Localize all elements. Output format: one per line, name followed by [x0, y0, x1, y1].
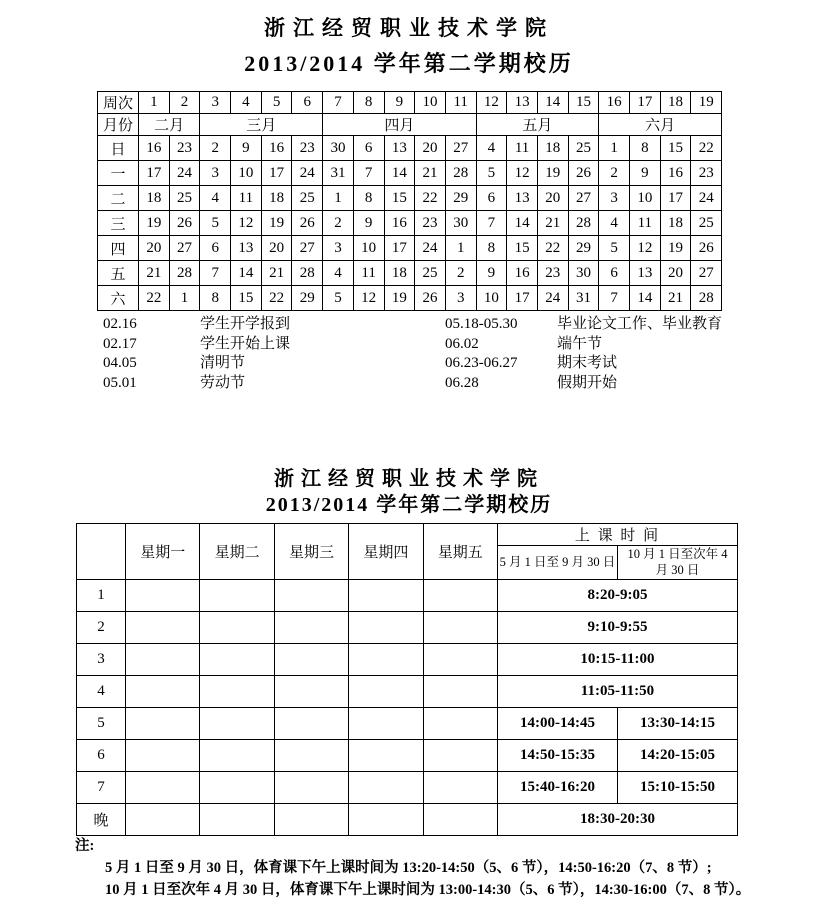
school-name-title-2: 浙江经贸职业技术学院: [274, 468, 544, 490]
calendar-day-row: [98, 136, 722, 161]
period-label: 6: [77, 740, 126, 772]
calendar-day-row: [98, 236, 722, 261]
date-cell: 5: [476, 161, 507, 186]
month-cell: 四月: [323, 114, 476, 136]
day-of-week-label: 五: [98, 261, 139, 286]
date-cell: 6: [200, 236, 231, 261]
schedule-table: [76, 523, 738, 836]
notes-label: 注:: [75, 838, 95, 854]
date-cell: 24: [537, 286, 568, 311]
event-row: [103, 374, 722, 394]
date-cell: 26: [169, 211, 200, 236]
date-cell: 15: [231, 286, 262, 311]
period-label: 7: [77, 772, 126, 804]
date-cell: 17: [507, 286, 538, 311]
date-cell: 25: [292, 186, 323, 211]
period-label: 晚: [77, 804, 126, 836]
schedule-body: [77, 580, 738, 836]
event-description: 清明节: [200, 355, 246, 371]
date-cell: 21: [415, 161, 446, 186]
schedule-cell-empty: [274, 612, 348, 644]
date-cell: 27: [445, 136, 476, 161]
event-description: 端午节: [557, 335, 603, 352]
calendar-day-row: [98, 261, 722, 286]
day-of-week-label: 三: [98, 211, 139, 236]
date-cell: 19: [384, 286, 415, 311]
schedule-cell-empty: [423, 580, 497, 612]
schedule-cell-empty: [349, 676, 423, 708]
date-cell: 9: [353, 211, 384, 236]
schedule-row: [77, 676, 738, 708]
date-cell: 19: [139, 211, 170, 236]
calendar-events: [103, 315, 722, 393]
week-number-cell: 4: [231, 92, 262, 114]
period-label: 3: [77, 644, 126, 676]
schedule-header-row: [77, 524, 738, 546]
date-cell: 28: [568, 211, 599, 236]
schedule-cell-empty: [126, 612, 200, 644]
date-cell: 2: [200, 136, 231, 161]
day-of-week-label: 六: [98, 286, 139, 311]
date-cell: 1: [445, 236, 476, 261]
date-cell: 29: [445, 186, 476, 211]
week-number-cell: 5: [261, 92, 292, 114]
date-cell: 2: [445, 261, 476, 286]
date-cell: 1: [323, 186, 354, 211]
date-cell: 23: [537, 261, 568, 286]
event-date: 04.05: [103, 355, 137, 371]
schedule-row: [77, 804, 738, 836]
date-cell: 7: [200, 261, 231, 286]
date-cell: 21: [139, 261, 170, 286]
schedule-notes: [75, 857, 750, 901]
date-cell: 10: [476, 286, 507, 311]
date-cell: 29: [568, 236, 599, 261]
date-cell: 24: [169, 161, 200, 186]
class-time-header: 上 课 时 间: [497, 524, 737, 546]
period-label: 2: [77, 612, 126, 644]
date-cell: 27: [292, 236, 323, 261]
date-cell: 20: [139, 236, 170, 261]
calendar-week-row: [98, 92, 722, 114]
date-cell: 2: [599, 161, 630, 186]
date-cell: 15: [660, 136, 691, 161]
date-cell: 25: [568, 136, 599, 161]
day-of-week-label: 二: [98, 186, 139, 211]
date-cell: 11: [507, 136, 538, 161]
date-cell: 28: [691, 286, 722, 311]
date-cell: 27: [568, 186, 599, 211]
week-number-cell: 12: [476, 92, 507, 114]
date-cell: 28: [445, 161, 476, 186]
date-cell: 8: [200, 286, 231, 311]
date-cell: 23: [415, 211, 446, 236]
date-cell: 21: [660, 286, 691, 311]
schedule-row: [77, 772, 738, 804]
class-time: 15:40-16:20: [497, 772, 617, 804]
weekday-header-5: 星期五: [423, 524, 497, 580]
date-cell: 18: [261, 186, 292, 211]
date-cell: 17: [139, 161, 170, 186]
event-date: 06.02: [445, 335, 479, 352]
class-time: 11:05-11:50: [497, 676, 737, 708]
week-number-cell: 6: [292, 92, 323, 114]
date-cell: 30: [445, 211, 476, 236]
weekday-header-1: 星期一: [126, 524, 200, 580]
date-cell: 22: [691, 136, 722, 161]
schedule-cell-empty: [349, 804, 423, 836]
schedule-cell-empty: [126, 580, 200, 612]
week-row-label: 周次: [98, 92, 139, 114]
schedule-row: [77, 740, 738, 772]
date-cell: 3: [200, 161, 231, 186]
date-cell: 8: [630, 136, 661, 161]
date-cell: 24: [292, 161, 323, 186]
class-time: 14:00-14:45: [497, 708, 617, 740]
event-description: 劳动节: [200, 374, 246, 391]
schedule-cell-empty: [200, 676, 274, 708]
date-cell: 13: [507, 186, 538, 211]
date-cell: 23: [169, 136, 200, 161]
semester-calendar-title: 2013/2014 学年第二学期校历: [244, 51, 574, 76]
week-number-cell: 19: [691, 92, 722, 114]
calendar-day-row: [98, 286, 722, 311]
week-number-cell: 17: [630, 92, 661, 114]
date-cell: 13: [630, 261, 661, 286]
date-cell: 7: [599, 286, 630, 311]
week-number-cell: 1: [139, 92, 170, 114]
schedule-notes-block: [75, 835, 750, 901]
class-time: 8:20-9:05: [497, 580, 737, 612]
date-cell: 26: [292, 211, 323, 236]
date-cell: 10: [353, 236, 384, 261]
schedule-cell-empty: [423, 676, 497, 708]
semester-calendar-title-2: 2013/2014 学年第二学期校历: [265, 494, 553, 516]
period-label: 5: [77, 708, 126, 740]
date-cell: 31: [323, 161, 354, 186]
week-number-cell: 8: [353, 92, 384, 114]
date-cell: 9: [476, 261, 507, 286]
date-cell: 16: [384, 211, 415, 236]
date-cell: 12: [507, 161, 538, 186]
date-cell: 20: [537, 186, 568, 211]
date-cell: 27: [169, 236, 200, 261]
date-cell: 5: [599, 236, 630, 261]
week-number-cell: 18: [660, 92, 691, 114]
date-cell: 26: [415, 286, 446, 311]
date-cell: 30: [323, 136, 354, 161]
date-cell: 17: [660, 186, 691, 211]
event-row: [103, 354, 722, 374]
schedule-row: [77, 708, 738, 740]
date-cell: 18: [384, 261, 415, 286]
date-cell: 9: [630, 161, 661, 186]
date-cell: 4: [323, 261, 354, 286]
date-cell: 3: [445, 286, 476, 311]
schedule-cell-empty: [200, 804, 274, 836]
schedule-cell-empty: [274, 644, 348, 676]
date-cell: 10: [231, 161, 262, 186]
day-of-week-label: 日: [98, 136, 139, 161]
week-number-cell: 14: [537, 92, 568, 114]
week-number-cell: 10: [415, 92, 446, 114]
date-cell: 11: [353, 261, 384, 286]
date-cell: 23: [691, 161, 722, 186]
date-cell: 19: [660, 236, 691, 261]
note-line: 5 月 1 日至 9 月 30 日，体育课下午上课时间为 13:20-14:50（5、6 节），14:50-16:20（7、8 节）;: [105, 860, 712, 876]
date-cell: 26: [691, 236, 722, 261]
date-cell: 20: [261, 236, 292, 261]
week-number-cell: 3: [200, 92, 231, 114]
class-time: 15:10-15:50: [617, 772, 737, 804]
date-cell: 25: [169, 186, 200, 211]
date-cell: 6: [353, 136, 384, 161]
schedule-cell-empty: [349, 772, 423, 804]
schedule-cell-empty: [349, 580, 423, 612]
schedule-cell-empty: [126, 772, 200, 804]
schedule-cell-empty: [126, 804, 200, 836]
date-cell: 3: [323, 236, 354, 261]
schedule-cell-empty: [274, 676, 348, 708]
schedule-cell-empty: [126, 708, 200, 740]
schedule-cell-empty: [200, 644, 274, 676]
weekday-header-4: 星期四: [349, 524, 423, 580]
calendar-month-row: [98, 114, 722, 136]
date-cell: 24: [415, 236, 446, 261]
date-cell: 1: [599, 136, 630, 161]
date-cell: 31: [568, 286, 599, 311]
event-description: 学生开始上课: [200, 335, 291, 352]
date-cell: 17: [384, 236, 415, 261]
class-time: 14:20-15:05: [617, 740, 737, 772]
corner-cell: [77, 524, 126, 580]
calendar-day-row: [98, 211, 722, 236]
calendar-day-row: [98, 161, 722, 186]
date-cell: 24: [691, 186, 722, 211]
date-cell: 16: [660, 161, 691, 186]
date-cell: 16: [261, 136, 292, 161]
week-number-cell: 2: [169, 92, 200, 114]
date-cell: 6: [599, 261, 630, 286]
week-number-cell: 11: [445, 92, 476, 114]
date-cell: 14: [507, 211, 538, 236]
schedule-cell-empty: [274, 804, 348, 836]
time-period-header-1: 5 月 1 日至 9 月 30 日: [497, 546, 617, 580]
date-cell: 4: [200, 186, 231, 211]
date-cell: 12: [231, 211, 262, 236]
date-cell: 29: [292, 286, 323, 311]
calendar-day-row: [98, 186, 722, 211]
schedule-row: [77, 580, 738, 612]
event-description: 毕业论文工作、毕业教育: [557, 316, 723, 332]
event-date: 05.18-05.30: [445, 316, 518, 332]
date-cell: 12: [353, 286, 384, 311]
week-number-cell: 15: [568, 92, 599, 114]
school-name-title: 浙江经贸职业技术学院: [264, 16, 554, 40]
month-cell: 三月: [200, 114, 323, 136]
date-cell: 13: [384, 136, 415, 161]
schedule-cell-empty: [200, 612, 274, 644]
schedule-cell-empty: [423, 612, 497, 644]
date-cell: 20: [660, 261, 691, 286]
schedule-cell-empty: [274, 740, 348, 772]
class-time: 13:30-14:15: [617, 708, 737, 740]
class-time: 14:50-15:35: [497, 740, 617, 772]
date-cell: 21: [261, 261, 292, 286]
event-date: 02.17: [103, 335, 137, 352]
date-cell: 11: [630, 211, 661, 236]
note-line: 10 月 1 日至次年 4 月 30 日，体育课下午上课时间为 13:00-14:30（5、6 节），14:30-16:00（7、8 节）。: [105, 882, 751, 898]
date-cell: 9: [231, 136, 262, 161]
date-cell: 7: [353, 161, 384, 186]
date-cell: 16: [507, 261, 538, 286]
date-cell: 20: [415, 136, 446, 161]
date-cell: 27: [691, 261, 722, 286]
schedule-cell-empty: [349, 740, 423, 772]
event-description: 期末考试: [557, 355, 618, 371]
date-cell: 19: [537, 161, 568, 186]
calendar-table: [97, 91, 722, 311]
schedule-cell-empty: [200, 772, 274, 804]
date-cell: 22: [139, 286, 170, 311]
day-of-week-label: 四: [98, 236, 139, 261]
event-row: [103, 315, 722, 335]
schedule-row: [77, 612, 738, 644]
week-number-cell: 13: [507, 92, 538, 114]
schedule-cell-empty: [423, 644, 497, 676]
date-cell: 15: [384, 186, 415, 211]
date-cell: 19: [261, 211, 292, 236]
month-cell: 六月: [599, 114, 722, 136]
date-cell: 4: [599, 211, 630, 236]
event-date: 06.28: [445, 374, 479, 391]
event-row: [103, 335, 722, 355]
date-cell: 1: [169, 286, 200, 311]
month-row-label: 月份: [98, 114, 139, 136]
weekday-header-2: 星期二: [200, 524, 274, 580]
class-time: 18:30-20:30: [497, 804, 737, 836]
date-cell: 15: [507, 236, 538, 261]
date-cell: 14: [384, 161, 415, 186]
schedule-cell-empty: [349, 612, 423, 644]
schedule-cell-empty: [423, 804, 497, 836]
time-period-header-2: 10 月 1 日至次年 4 月 30 日: [617, 546, 737, 580]
week-number-cell: 7: [323, 92, 354, 114]
day-of-week-label: 一: [98, 161, 139, 186]
month-cell: 五月: [476, 114, 599, 136]
date-cell: 8: [476, 236, 507, 261]
date-cell: 22: [537, 236, 568, 261]
schedule-cell-empty: [126, 644, 200, 676]
schedule-cell-empty: [200, 708, 274, 740]
date-cell: 28: [169, 261, 200, 286]
schedule-header: [77, 524, 738, 580]
schedule-cell-empty: [423, 708, 497, 740]
class-time: 10:15-11:00: [497, 644, 737, 676]
week-number-cell: 16: [599, 92, 630, 114]
date-cell: 26: [568, 161, 599, 186]
event-date: 05.01: [103, 374, 137, 391]
date-cell: 18: [660, 211, 691, 236]
date-cell: 13: [231, 236, 262, 261]
date-cell: 14: [630, 286, 661, 311]
event-date: 02.16: [103, 316, 137, 332]
date-cell: 22: [261, 286, 292, 311]
date-cell: 7: [476, 211, 507, 236]
date-cell: 11: [231, 186, 262, 211]
date-cell: 10: [630, 186, 661, 211]
date-cell: 28: [292, 261, 323, 286]
date-cell: 21: [537, 211, 568, 236]
week-number-cell: 9: [384, 92, 415, 114]
date-cell: 16: [139, 136, 170, 161]
period-label: 1: [77, 580, 126, 612]
date-cell: 25: [691, 211, 722, 236]
schedule-cell-empty: [274, 772, 348, 804]
event-description: 假期开始: [557, 374, 618, 391]
date-cell: 18: [537, 136, 568, 161]
date-cell: 2: [323, 211, 354, 236]
calendar-body: [98, 92, 722, 311]
schedule-cell-empty: [423, 740, 497, 772]
event-description: 学生开学报到: [200, 316, 291, 332]
date-cell: 5: [323, 286, 354, 311]
date-cell: 18: [139, 186, 170, 211]
schedule-cell-empty: [274, 580, 348, 612]
date-cell: 30: [568, 261, 599, 286]
date-cell: 3: [599, 186, 630, 211]
month-cell: 二月: [139, 114, 200, 136]
date-cell: 17: [261, 161, 292, 186]
schedule-cell-empty: [349, 644, 423, 676]
date-cell: 6: [476, 186, 507, 211]
schedule-cell-empty: [200, 740, 274, 772]
event-date: 06.23-06.27: [445, 355, 518, 371]
period-label: 4: [77, 676, 126, 708]
date-cell: 25: [415, 261, 446, 286]
date-cell: 5: [200, 211, 231, 236]
schedule-cell-empty: [200, 580, 274, 612]
schedule-cell-empty: [126, 676, 200, 708]
date-cell: 12: [630, 236, 661, 261]
schedule-cell-empty: [423, 772, 497, 804]
class-time: 9:10-9:55: [497, 612, 737, 644]
weekday-header-3: 星期三: [274, 524, 348, 580]
date-cell: 14: [231, 261, 262, 286]
schedule-cell-empty: [126, 740, 200, 772]
date-cell: 8: [353, 186, 384, 211]
schedule-row: [77, 644, 738, 676]
schedule-cell-empty: [274, 708, 348, 740]
date-cell: 4: [476, 136, 507, 161]
schedule-cell-empty: [349, 708, 423, 740]
date-cell: 22: [415, 186, 446, 211]
date-cell: 23: [292, 136, 323, 161]
